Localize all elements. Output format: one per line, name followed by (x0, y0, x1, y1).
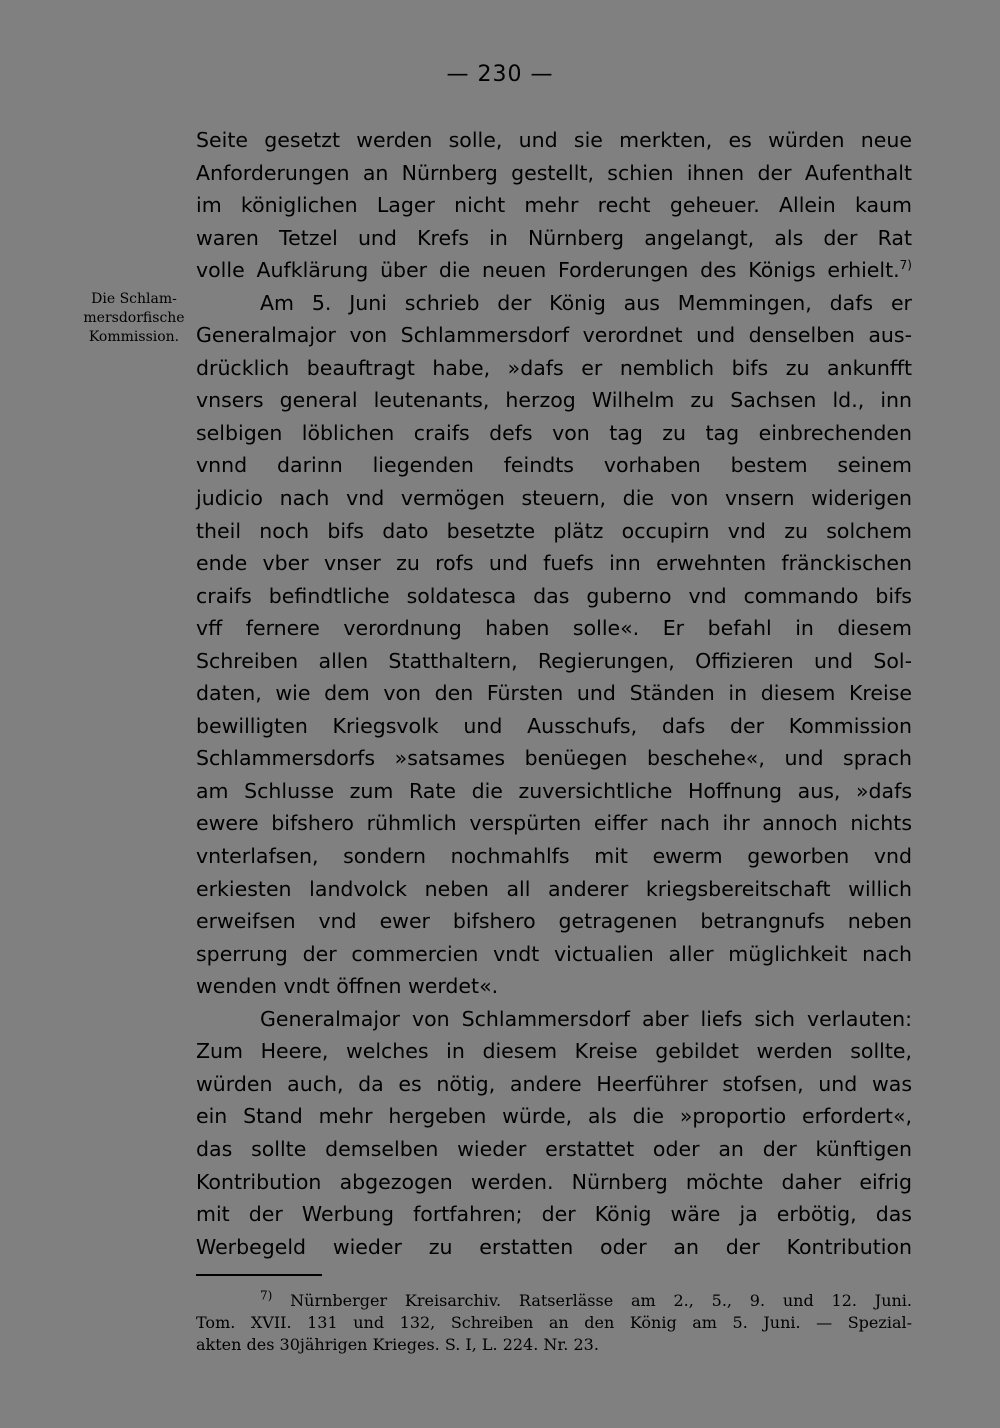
margin-note (78, 290, 190, 347)
text-line: drücklich beauftragt habe, »dafs er nemblich bifs zu ankunfft (196, 355, 912, 380)
text-line: vnterlafsen, sondern nochmahlfs mit ewerm geworben vnd (196, 844, 912, 869)
text-line: erweifsen vnd ewer bifshero getragenen betrangnufs neben (196, 909, 912, 934)
text-line: judicio nach vnd vermögen steuern, die von vnsern widerigen (196, 486, 912, 511)
text-line: vff fernere verordnung haben solle«. Er befahl in diesem (196, 616, 912, 641)
footnote-line: Tom. XVII. 131 und 132, Schreiben an den König am 5. Juni. — Spezial- (196, 1313, 912, 1332)
text-line: vnnd darinn liegenden feindts vorhaben bestem seinem (196, 453, 912, 478)
footnote-marker: 7) (899, 258, 912, 273)
text-line: ende vber vnser zu rofs und fuefs inn erwehnten fränckischen (196, 551, 912, 576)
text-line: würden auch, da es nötig, andere Heerführer stofsen, und was (196, 1071, 912, 1096)
text-line: Anforderungen an Nürnberg gestellt, schien ihnen der Aufenthalt (196, 160, 912, 185)
footnotes (196, 1290, 912, 1356)
text-line: Schlammersdorfs »satsames benüegen beschehe«, und sprach (196, 746, 912, 771)
text-line-content: volle Aufklärung über die neuen Forderungen des Königs erhielt. (196, 258, 900, 283)
text-line: Generalmajor von Schlammersdorf verordnet und denselben aus- (196, 323, 912, 348)
text-line: das sollte demselben wieder erstattet oder an der künftigen (196, 1136, 912, 1161)
margin-note-line: mersdorfische (83, 310, 185, 326)
margin-note-line: Kommission. (88, 329, 180, 345)
text-line: vnsers general leutenants, herzog Wilhelm zu Sachsen ld., inn (196, 388, 912, 413)
text-line: Werbegeld wieder zu erstatten oder an der Kontribution (196, 1234, 912, 1259)
text-line: selbigen löblichen craifs defs von tag zu tag einbrechenden (196, 420, 912, 445)
text-line: Zum Heere, welches in diesem Kreise gebildet werden sollte, (196, 1039, 912, 1064)
text-line: Schreiben allen Statthaltern, Regierungen, Offizieren und Sol- (196, 648, 912, 673)
text-line: im königlichen Lager nicht mehr recht geheuer. Allein kaum (196, 193, 912, 218)
text-line (196, 254, 912, 287)
text-line: Generalmajor von Schlammersdorf aber liefs sich verlauten: (260, 1006, 912, 1031)
text-line: wenden vndt öffnen werdet«. (196, 974, 499, 999)
text-line: bewilligten Kriegsvolk und Ausschufs, dafs der Kommission (196, 713, 912, 738)
text-line: daten, wie dem von den Fürsten und Ständen in diesem Kreise (196, 681, 912, 706)
footnote-rule (196, 1274, 322, 1276)
margin-note-line: Die Schlam- (91, 291, 177, 307)
footnote-line (196, 1290, 912, 1312)
text-line: ein Stand mehr hergeben würde, als die »proportio erfordert«, (196, 1104, 912, 1129)
text-line: craifs befindtliche soldatesca das guberno vnd commando bifs (196, 583, 912, 608)
footnote-number: 7) (260, 1288, 273, 1303)
text-line: erkiesten landvolck neben all anderer kriegsbereitschaft willich (196, 876, 912, 901)
text-line: theil noch bifs dato besetzte plätz occupirn vnd zu solchem (196, 518, 912, 543)
page-number: — 230 — (446, 62, 554, 87)
text-line: am Schlusse zum Rate die zuversichtliche Hoffnung aus, »dafs (196, 778, 912, 803)
text-line: Am 5. Juni schrieb der König aus Memmingen, dafs er (260, 290, 912, 315)
text-line: ewere bifshero rühmlich verspürten eiffer nach ihr annoch nichts (196, 811, 912, 836)
text-line: Seite gesetzt werden solle, und sie merkten, es würden neue (196, 128, 912, 152)
main-text (196, 124, 912, 1263)
footnote-text: Nürnberger Kreisarchiv. Ratserlässe am 2., 5., 9. und 12. Juni. (290, 1291, 913, 1310)
text-line: waren Tetzel und Krefs in Nürnberg angelangt, als der Rat (196, 225, 912, 250)
footnote-line: akten des 30jährigen Krieges. S. I, L. 224. Nr. 23. (196, 1335, 599, 1354)
text-line: sperrung der commercien vndt victualien aller müglichkeit nach (196, 941, 912, 966)
text-line: Kontribution abgezogen werden. Nürnberg möchte daher eifrig (196, 1169, 912, 1194)
text-line: mit der Werbung fortfahren; der König wäre ja erbötig, das (196, 1202, 912, 1227)
